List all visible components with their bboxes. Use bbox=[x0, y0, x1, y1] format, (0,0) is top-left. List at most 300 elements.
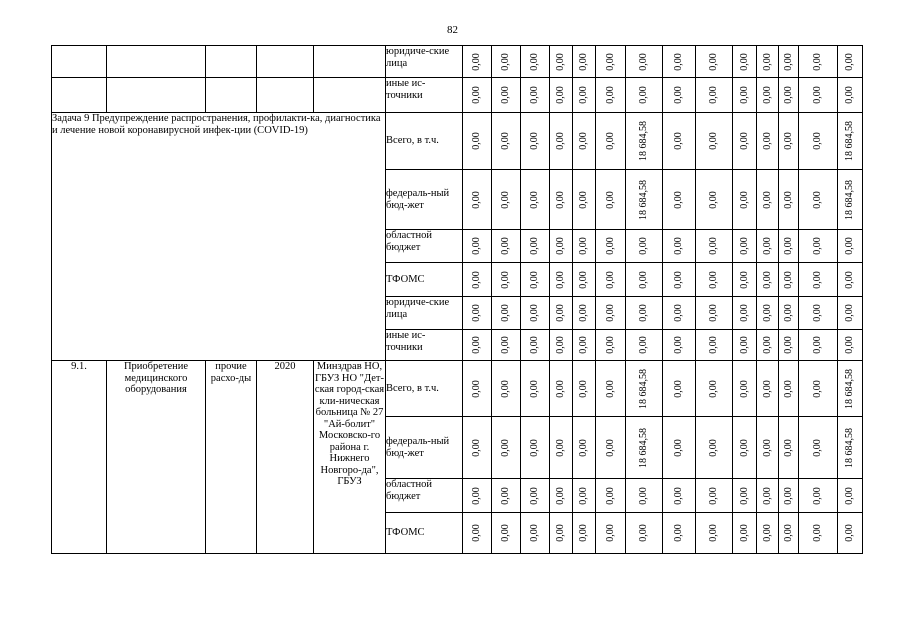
value-text: 0,00 bbox=[529, 524, 540, 542]
value-cell bbox=[463, 263, 492, 297]
value-cell bbox=[573, 361, 596, 417]
value-cell bbox=[799, 113, 838, 170]
value-text: 0,00 bbox=[604, 86, 616, 104]
value-cell bbox=[779, 78, 799, 113]
value-cell bbox=[779, 417, 799, 479]
value-cell bbox=[663, 513, 696, 554]
source-label-yur: юридиче-ские лица bbox=[386, 297, 463, 330]
value-text: 0,00 bbox=[638, 52, 649, 71]
value-cell bbox=[733, 361, 757, 417]
source-label-tfoms: ТФОМС bbox=[386, 263, 463, 297]
value-text: 0,00 bbox=[738, 86, 750, 104]
value-text: 0,00 bbox=[604, 486, 616, 505]
value-cell bbox=[521, 78, 550, 113]
value-cell-total bbox=[838, 361, 863, 417]
value-cell-total bbox=[838, 113, 863, 170]
value-cell bbox=[626, 330, 663, 361]
value-text: 0,00 bbox=[782, 237, 794, 255]
value-cell bbox=[733, 297, 757, 330]
value-cell bbox=[733, 113, 757, 170]
value-text: 0,00 bbox=[555, 132, 566, 150]
value-text: 0,00 bbox=[578, 379, 589, 398]
value-text: 0,00 bbox=[708, 237, 719, 255]
value-cell bbox=[663, 361, 696, 417]
value-cell bbox=[492, 230, 521, 263]
value-text: 0,00 bbox=[673, 237, 684, 255]
value-text: 0,00 bbox=[782, 190, 794, 209]
value-text: 0,00 bbox=[761, 270, 773, 289]
value-text: 0,00 bbox=[708, 379, 719, 398]
value-text: 0,00 bbox=[761, 336, 773, 354]
value-text: 0,00 bbox=[812, 304, 823, 322]
value-cell bbox=[838, 479, 863, 513]
value-cell bbox=[463, 361, 492, 417]
value-text: 18 684,58 bbox=[844, 179, 855, 220]
value-text: 0,00 bbox=[529, 438, 540, 457]
value-cell bbox=[838, 78, 863, 113]
value-text: 0,00 bbox=[844, 336, 855, 354]
task9-rows bbox=[52, 113, 863, 361]
source-label-fed: федераль-ный бюд-жет bbox=[386, 417, 463, 479]
value-cell bbox=[696, 361, 733, 417]
value-cell-highlight bbox=[626, 113, 663, 170]
value-cell bbox=[521, 230, 550, 263]
value-text: 0,00 bbox=[578, 524, 589, 542]
value-text: 0,00 bbox=[638, 86, 649, 104]
source-label-obl: областной бюджет bbox=[386, 230, 463, 263]
value-text: 0,00 bbox=[812, 336, 823, 354]
value-cell bbox=[492, 513, 521, 554]
value-text: 0,00 bbox=[638, 304, 649, 322]
value-text: 0,00 bbox=[578, 190, 589, 209]
item-9-1-rows bbox=[52, 361, 863, 554]
value-text: 0,00 bbox=[578, 52, 589, 71]
value-cell bbox=[696, 297, 733, 330]
value-text: 0,00 bbox=[844, 486, 855, 505]
value-text: 0,00 bbox=[761, 190, 773, 209]
value-cell bbox=[596, 361, 626, 417]
value-cell bbox=[779, 263, 799, 297]
source-label-vsego: Всего, в т.ч. bbox=[386, 113, 463, 170]
value-cell bbox=[492, 78, 521, 113]
value-cell bbox=[573, 330, 596, 361]
value-cell bbox=[757, 297, 779, 330]
empty-cell-num bbox=[52, 78, 107, 113]
value-cell bbox=[779, 46, 799, 78]
value-text: 0,00 bbox=[708, 524, 719, 542]
value-text: 0,00 bbox=[738, 304, 750, 322]
item-year: 2020 bbox=[257, 361, 314, 554]
value-text: 0,00 bbox=[555, 86, 566, 104]
value-text: 0,00 bbox=[529, 132, 540, 150]
value-cell bbox=[521, 479, 550, 513]
value-text: 0,00 bbox=[500, 438, 511, 457]
value-text: 0,00 bbox=[604, 524, 616, 542]
value-cell bbox=[757, 513, 779, 554]
value-text: 0,00 bbox=[604, 270, 616, 289]
value-text: 0,00 bbox=[638, 270, 649, 289]
value-text: 0,00 bbox=[555, 486, 566, 505]
value-cell bbox=[596, 170, 626, 230]
value-text: 18 684,58 bbox=[844, 368, 855, 409]
value-cell bbox=[733, 479, 757, 513]
value-cell bbox=[733, 230, 757, 263]
value-text: 0,00 bbox=[708, 270, 719, 289]
value-text: 0,00 bbox=[471, 379, 482, 398]
value-text: 0,00 bbox=[761, 52, 773, 71]
value-cell bbox=[779, 513, 799, 554]
value-text: 0,00 bbox=[761, 524, 773, 542]
source-label-fed: федераль-ный бюд-жет bbox=[386, 170, 463, 230]
value-text: 0,00 bbox=[529, 379, 540, 398]
value-text: 0,00 bbox=[555, 336, 566, 354]
value-text: 0,00 bbox=[761, 379, 773, 398]
value-text: 0,00 bbox=[529, 270, 540, 289]
value-text: 0,00 bbox=[812, 86, 823, 104]
page-number: 82 bbox=[447, 24, 458, 36]
value-text: 18 684,58 bbox=[844, 427, 855, 468]
value-cell bbox=[463, 230, 492, 263]
value-cell bbox=[596, 417, 626, 479]
value-cell bbox=[733, 170, 757, 230]
value-cell bbox=[779, 479, 799, 513]
value-cell bbox=[596, 46, 626, 78]
value-cell bbox=[492, 361, 521, 417]
value-cell bbox=[521, 297, 550, 330]
value-text: 0,00 bbox=[782, 86, 794, 104]
value-text: 0,00 bbox=[555, 190, 566, 209]
value-cell bbox=[492, 297, 521, 330]
value-text: 0,00 bbox=[761, 237, 773, 255]
value-cell bbox=[696, 479, 733, 513]
value-cell bbox=[663, 113, 696, 170]
empty-cell-executor bbox=[314, 78, 386, 113]
value-text: 0,00 bbox=[638, 237, 649, 255]
value-cell bbox=[663, 417, 696, 479]
empty-cell-executor bbox=[314, 46, 386, 78]
value-cell bbox=[799, 230, 838, 263]
value-cell bbox=[573, 297, 596, 330]
value-cell bbox=[626, 513, 663, 554]
value-cell bbox=[550, 113, 573, 170]
value-cell bbox=[838, 297, 863, 330]
value-cell bbox=[838, 513, 863, 554]
value-cell bbox=[550, 361, 573, 417]
value-cell bbox=[757, 170, 779, 230]
value-text: 0,00 bbox=[673, 86, 684, 104]
empty-cell-name bbox=[107, 78, 206, 113]
empty-cell-name bbox=[107, 46, 206, 78]
value-cell-highlight bbox=[626, 170, 663, 230]
value-cell bbox=[733, 46, 757, 78]
value-text: 0,00 bbox=[500, 86, 511, 104]
value-text: 0,00 bbox=[738, 486, 750, 505]
value-text: 0,00 bbox=[761, 304, 773, 322]
value-cell bbox=[757, 113, 779, 170]
value-text: 0,00 bbox=[782, 336, 794, 354]
value-text: 0,00 bbox=[761, 486, 773, 505]
value-text: 0,00 bbox=[673, 486, 684, 505]
value-text: 0,00 bbox=[500, 379, 511, 398]
value-text: 0,00 bbox=[604, 132, 616, 150]
value-cell bbox=[757, 78, 779, 113]
value-cell bbox=[733, 513, 757, 554]
value-text: 0,00 bbox=[471, 438, 482, 457]
value-cell bbox=[757, 263, 779, 297]
value-cell bbox=[596, 78, 626, 113]
value-text: 0,00 bbox=[471, 486, 482, 505]
source-label-inye: иные ис-точники bbox=[386, 78, 463, 113]
value-cell bbox=[663, 78, 696, 113]
value-text: 18 684,58 bbox=[638, 179, 649, 220]
value-text: 0,00 bbox=[782, 52, 794, 71]
value-text: 0,00 bbox=[708, 190, 719, 209]
value-cell bbox=[596, 479, 626, 513]
task9-title: Задача 9 Предупреждение распространения, профилакти-ка, диагностика и лечение новой коронавирусной инфек-ции (COVID-19) bbox=[52, 113, 386, 361]
value-cell bbox=[573, 263, 596, 297]
value-text: 0,00 bbox=[604, 336, 616, 354]
value-text: 0,00 bbox=[578, 132, 589, 150]
value-text: 0,00 bbox=[812, 190, 823, 209]
value-cell bbox=[550, 513, 573, 554]
value-cell bbox=[696, 78, 733, 113]
value-cell bbox=[550, 46, 573, 78]
value-text: 0,00 bbox=[578, 336, 589, 354]
value-cell bbox=[573, 46, 596, 78]
value-text: 0,00 bbox=[708, 438, 719, 457]
source-label-vsego: Всего, в т.ч. bbox=[386, 361, 463, 417]
value-cell bbox=[733, 330, 757, 361]
value-cell bbox=[696, 46, 733, 78]
value-text: 0,00 bbox=[578, 438, 589, 457]
value-cell bbox=[573, 230, 596, 263]
value-text: 0,00 bbox=[500, 304, 511, 322]
value-text: 0,00 bbox=[761, 132, 773, 150]
value-cell bbox=[521, 46, 550, 78]
value-text: 0,00 bbox=[529, 304, 540, 322]
value-cell bbox=[596, 230, 626, 263]
value-cell bbox=[799, 46, 838, 78]
value-text: 0,00 bbox=[471, 132, 482, 150]
value-cell bbox=[696, 263, 733, 297]
value-text: 0,00 bbox=[500, 524, 511, 542]
value-cell bbox=[573, 479, 596, 513]
value-text: 0,00 bbox=[529, 52, 540, 71]
value-text: 0,00 bbox=[673, 52, 684, 71]
empty-cell-year bbox=[257, 78, 314, 113]
value-cell bbox=[663, 230, 696, 263]
value-text: 0,00 bbox=[673, 379, 684, 398]
value-cell bbox=[463, 479, 492, 513]
value-cell bbox=[779, 330, 799, 361]
value-text: 0,00 bbox=[500, 190, 511, 209]
value-cell bbox=[550, 330, 573, 361]
value-cell bbox=[696, 170, 733, 230]
value-cell bbox=[779, 230, 799, 263]
value-text: 0,00 bbox=[782, 270, 794, 289]
empty-cell-year bbox=[257, 46, 314, 78]
value-text: 0,00 bbox=[708, 486, 719, 505]
value-cell bbox=[573, 513, 596, 554]
value-cell bbox=[663, 170, 696, 230]
value-text: 18 684,58 bbox=[844, 121, 855, 161]
value-cell bbox=[463, 113, 492, 170]
value-cell bbox=[626, 479, 663, 513]
value-text: 18 684,58 bbox=[638, 427, 649, 468]
value-cell bbox=[838, 46, 863, 78]
value-text: 0,00 bbox=[761, 86, 773, 104]
value-text: 0,00 bbox=[500, 336, 511, 354]
value-cell bbox=[799, 170, 838, 230]
value-text: 0,00 bbox=[844, 86, 855, 104]
item-category: прочие расхо-ды bbox=[206, 361, 257, 554]
value-cell bbox=[463, 417, 492, 479]
value-cell bbox=[799, 479, 838, 513]
value-text: 0,00 bbox=[673, 336, 684, 354]
value-cell bbox=[696, 113, 733, 170]
value-cell bbox=[596, 297, 626, 330]
value-cell bbox=[550, 479, 573, 513]
source-label-obl: областной бюджет bbox=[386, 479, 463, 513]
value-cell bbox=[799, 361, 838, 417]
value-cell bbox=[492, 46, 521, 78]
value-cell bbox=[492, 479, 521, 513]
source-label-inye: иные ис-точники bbox=[386, 330, 463, 361]
empty-cell-num bbox=[52, 46, 107, 78]
value-text: 0,00 bbox=[638, 524, 649, 542]
value-cell bbox=[779, 170, 799, 230]
value-cell bbox=[757, 230, 779, 263]
value-cell bbox=[838, 263, 863, 297]
value-text: 0,00 bbox=[738, 336, 750, 354]
value-cell bbox=[757, 417, 779, 479]
value-cell bbox=[779, 113, 799, 170]
row-vsego-task9 bbox=[52, 113, 863, 170]
value-cell bbox=[521, 361, 550, 417]
value-text: 0,00 bbox=[471, 336, 482, 354]
value-cell bbox=[492, 330, 521, 361]
value-text: 0,00 bbox=[738, 237, 750, 255]
value-text: 0,00 bbox=[578, 304, 589, 322]
value-text: 0,00 bbox=[782, 132, 794, 150]
value-cell bbox=[696, 513, 733, 554]
empty-cell-category bbox=[206, 46, 257, 78]
value-text: 0,00 bbox=[604, 304, 616, 322]
value-cell bbox=[838, 330, 863, 361]
value-cell bbox=[492, 417, 521, 479]
value-text: 0,00 bbox=[812, 237, 823, 255]
value-text: 0,00 bbox=[471, 304, 482, 322]
value-text: 0,00 bbox=[529, 237, 540, 255]
value-cell bbox=[626, 78, 663, 113]
source-label-tfoms: ТФОМС bbox=[386, 513, 463, 554]
source-label-yur: юридиче-ские лица bbox=[386, 46, 463, 78]
value-text: 18 684,58 bbox=[638, 368, 649, 409]
value-text: 0,00 bbox=[638, 486, 649, 505]
value-cell bbox=[573, 78, 596, 113]
row-yur-prev bbox=[52, 46, 863, 78]
value-cell bbox=[521, 417, 550, 479]
value-cell bbox=[492, 170, 521, 230]
value-cell bbox=[663, 297, 696, 330]
value-cell bbox=[463, 46, 492, 78]
value-cell bbox=[573, 417, 596, 479]
value-text: 0,00 bbox=[578, 237, 589, 255]
value-text: 0,00 bbox=[529, 486, 540, 505]
value-text: 0,00 bbox=[673, 270, 684, 289]
value-cell bbox=[757, 479, 779, 513]
value-text: 0,00 bbox=[500, 270, 511, 289]
value-cell bbox=[596, 263, 626, 297]
value-cell bbox=[573, 170, 596, 230]
value-text: 0,00 bbox=[500, 132, 511, 150]
value-text: 0,00 bbox=[844, 524, 855, 542]
value-text: 0,00 bbox=[555, 438, 566, 457]
value-text: 0,00 bbox=[812, 379, 823, 398]
value-text: 0,00 bbox=[578, 86, 589, 104]
value-cell bbox=[521, 513, 550, 554]
value-text: 0,00 bbox=[529, 336, 540, 354]
value-text: 0,00 bbox=[782, 486, 794, 505]
value-cell bbox=[799, 263, 838, 297]
value-cell bbox=[779, 297, 799, 330]
value-text: 0,00 bbox=[555, 304, 566, 322]
value-cell bbox=[596, 513, 626, 554]
value-text: 0,00 bbox=[844, 304, 855, 322]
value-cell bbox=[550, 263, 573, 297]
value-cell bbox=[799, 417, 838, 479]
value-text: 0,00 bbox=[471, 237, 482, 255]
value-cell bbox=[757, 361, 779, 417]
value-cell bbox=[733, 263, 757, 297]
value-text: 0,00 bbox=[673, 438, 684, 457]
value-cell bbox=[463, 513, 492, 554]
value-text: 0,00 bbox=[471, 524, 482, 542]
value-text: 0,00 bbox=[555, 524, 566, 542]
value-cell bbox=[757, 46, 779, 78]
value-text: 0,00 bbox=[812, 438, 823, 457]
budget-table bbox=[51, 45, 863, 554]
value-text: 0,00 bbox=[812, 132, 823, 150]
value-cell bbox=[492, 263, 521, 297]
value-text: 0,00 bbox=[604, 379, 616, 398]
value-cell bbox=[550, 297, 573, 330]
value-text: 0,00 bbox=[738, 270, 750, 289]
value-cell bbox=[757, 330, 779, 361]
value-text: 0,00 bbox=[673, 524, 684, 542]
row-vsego-item91 bbox=[52, 361, 863, 417]
value-cell bbox=[626, 46, 663, 78]
value-cell bbox=[596, 113, 626, 170]
value-text: 0,00 bbox=[471, 190, 482, 209]
value-text: 0,00 bbox=[638, 336, 649, 354]
value-cell bbox=[779, 361, 799, 417]
value-text: 0,00 bbox=[761, 438, 773, 457]
value-text: 0,00 bbox=[500, 52, 511, 71]
value-text: 0,00 bbox=[812, 270, 823, 289]
value-text: 0,00 bbox=[471, 86, 482, 104]
value-text: 0,00 bbox=[604, 438, 616, 457]
value-text: 0,00 bbox=[471, 52, 482, 71]
value-cell bbox=[463, 170, 492, 230]
value-text: 0,00 bbox=[604, 190, 616, 209]
value-text: 0,00 bbox=[782, 379, 794, 398]
value-text: 0,00 bbox=[812, 52, 823, 71]
value-text: 0,00 bbox=[708, 52, 719, 71]
value-text: 0,00 bbox=[500, 486, 511, 505]
value-text: 0,00 bbox=[782, 524, 794, 542]
value-cell bbox=[550, 417, 573, 479]
